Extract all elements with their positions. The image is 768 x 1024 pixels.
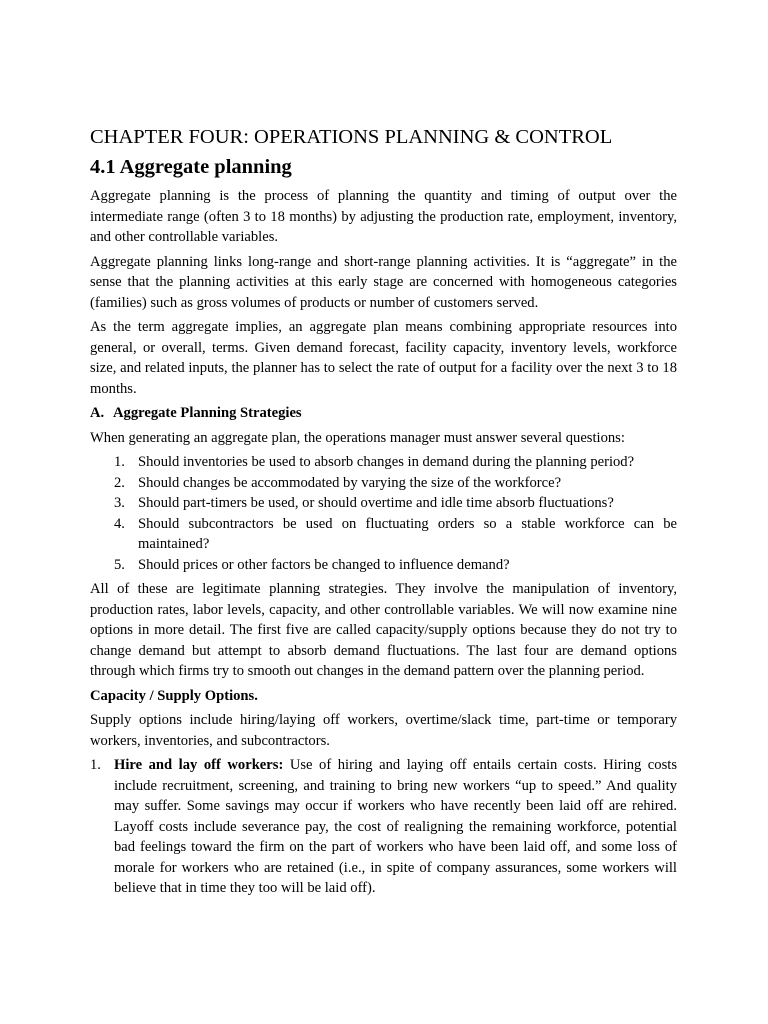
list-number: 5. [114,556,125,573]
strategies-letter: A. [90,405,105,421]
strategies-heading-text: Aggregate Planning Strategies [113,405,302,421]
list-number: 1. [90,757,101,773]
list-number: 3. [114,495,125,511]
paragraph-aggregate-implies: As the term aggregate implies, an aggregate plan means combining appropriate resources into general, or overall, terms. Given demand forecast, facility capacity, inventory levels, workforce size, and related inputs, the planner has to select the rate of output for a facility over the next 3 to 18 months. [90,319,677,397]
list-item [90,493,677,514]
supply-options-intro: Supply options include hiring/laying off workers, overtime/slack time, part-time or temporary workers, inventories, and subcontractors. [90,712,677,749]
strategies-intro: When generating an aggregate plan, the operations manager must answer several questions: [90,429,625,446]
list-item [90,555,677,576]
supply-options-heading: Capacity / Supply Options. [90,687,258,704]
paragraph-links: Aggregate planning links long-range and short-range planning activities. It is “aggregate” in the sense that the planning activities at this early stage are concerned with homogeneous categories (families) such as gross volumes of products or number of customers served. [90,253,677,311]
list-item-text: Should part-timers be used, or should overtime and idle time absorb fluctuations? [138,495,614,511]
strategy-questions-list [90,452,677,575]
chapter-title: CHAPTER FOUR: OPERATIONS PLANNING & CONTROL [90,126,613,148]
list-number: 2. [114,474,125,491]
list-number: 4. [114,515,125,532]
paragraph-definition: Aggregate planning is the process of planning the quantity and timing of output over the intermediate range (often 3 to 18 months) by adjusting the production rate, employment, inventory, and other controllable variables. [90,188,677,245]
strategies-heading [90,403,677,424]
list-item-text: Should prices or other factors be changed to influence demand? [138,556,510,573]
option-text: Use of hiring and laying off entails certain costs. Hiring costs include recruitment, screening, and training to bring new workers “up to speed.” And quality may suffer. Some savings may occur if workers who have recently been laid off are rehired. Layoff costs include severance pay, the cost of realigning the remaining workforce, potential bad feelings toward the firm on the part of workers who have been laid off, and some loss of morale for workers who are retained (i.e., in spite of company assurances, some workers will believe that in time they too will be laid off). [114,757,677,896]
document-page [90,124,677,899]
list-item-text: Should changes be accommodated by varying the size of the workforce? [138,474,562,491]
list-number: 1. [114,454,125,470]
section-title: 4.1 Aggregate planning [90,156,292,178]
list-item-text: Should subcontractors be used on fluctuating orders so a stable workforce can be maintained? [138,515,677,552]
list-item [90,514,677,555]
list-item [90,473,677,494]
strategies-conclusion: All of these are legitimate planning strategies. They involve the manipulation of inventory, production rates, labor levels, capacity, and other controllable variables. We will now examine nine options in more detail. The first five are called capacity/supply options because they do not try to change demand but attempt to absorb demand fluctuations. The last four are demand options through which firms try to smooth out changes in the demand pattern over the planning period. [90,581,677,679]
list-item [90,452,677,473]
list-item [90,755,677,899]
list-item-text: Should inventories be used to absorb changes in demand during the planning period? [138,454,635,470]
option-title: Hire and lay off workers: [114,757,284,773]
supply-options-list [90,755,677,899]
